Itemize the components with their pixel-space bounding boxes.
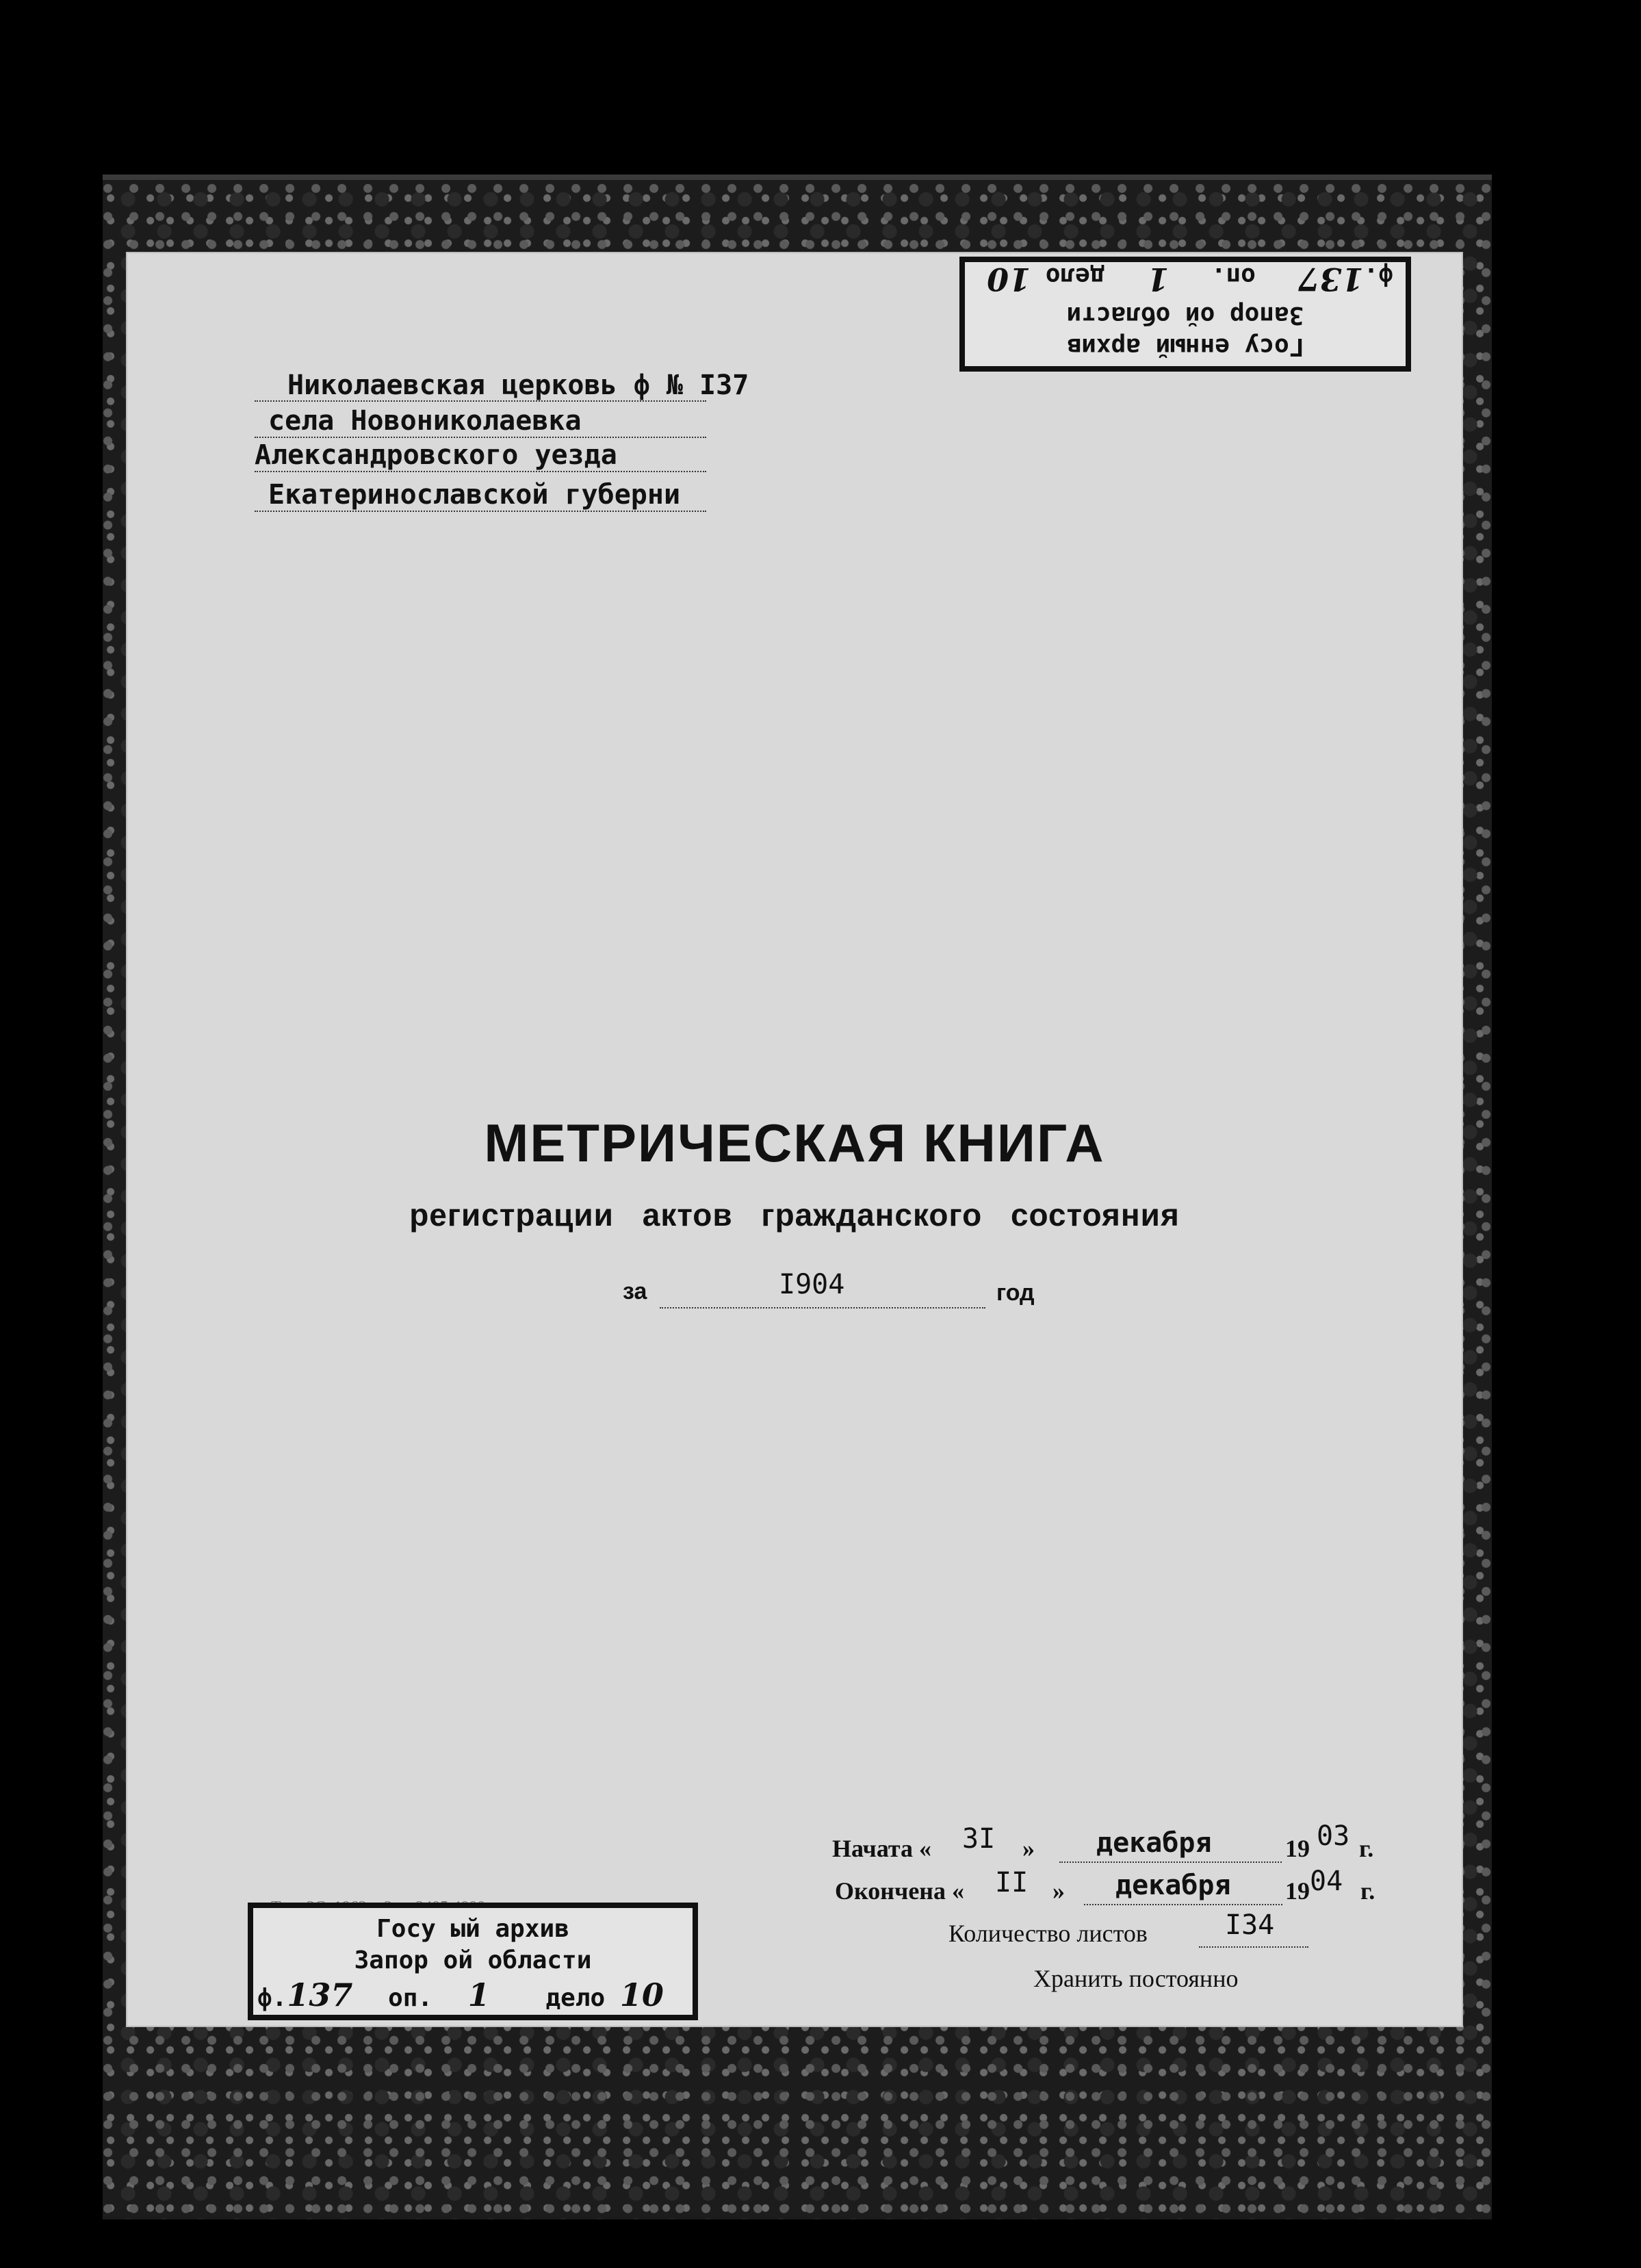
ended-month: декабря (1115, 1870, 1231, 1901)
stamp-bottom-line1: Госу ый архив (376, 1915, 569, 1943)
header-line-1: Николаевская церковь ф № I37 (287, 370, 749, 401)
ended-century: 19 (1285, 1877, 1310, 1905)
year-suffix: год (996, 1280, 1035, 1306)
started-month: декабря (1096, 1827, 1212, 1859)
stamp-bottom-op: 1 (467, 1976, 490, 2013)
header-line-2: села Новониколаевка (268, 405, 582, 437)
stamp-top-line1: Госу енный архив (1066, 333, 1304, 361)
header-line-3: Александровского уезда (255, 439, 617, 471)
archive-stamp-top (959, 257, 1411, 372)
header-underline-3 (255, 471, 706, 472)
stamp-top-fond: 137 (1297, 261, 1364, 298)
stamp-top-delo-label: дело (1045, 262, 1105, 290)
stamp-bottom-delo-label: дело (545, 1984, 606, 2012)
stamp-bottom-line2: Запор ой области (354, 1946, 592, 1974)
stamp-bottom-delo: 10 (619, 1976, 664, 2013)
archive-stamp-bottom (248, 1903, 698, 2020)
ended-close: » (1052, 1877, 1065, 1905)
stamp-top-delo: 10 (987, 261, 1031, 298)
year-value: I904 (779, 1269, 845, 1300)
stamp-top-op: 1 (1147, 261, 1170, 298)
started-month-underline (1059, 1861, 1282, 1863)
stamp-top-fond-label: ф. (1363, 262, 1393, 290)
document-sheet (127, 253, 1462, 2026)
header-underline-1 (255, 400, 706, 402)
ended-month-underline (1084, 1904, 1282, 1905)
started-yy: 03 (1317, 1820, 1350, 1852)
stamp-top-line2: Запор ой области (1066, 301, 1304, 329)
started-g: г. (1359, 1835, 1374, 1862)
document-title: МЕТРИЧЕСКАЯ КНИГА (484, 1113, 1105, 1173)
stamp-top-line3 (965, 261, 1406, 298)
started-close: » (1022, 1835, 1035, 1862)
ended-yy: 04 (1310, 1866, 1343, 1897)
started-day: 3I (962, 1823, 996, 1855)
started-label: Начата « (832, 1835, 932, 1862)
ended-g: г. (1360, 1877, 1375, 1905)
header-line-4: Екатеринославской губерни (268, 479, 681, 511)
ended-day: II (995, 1867, 1029, 1898)
year-prefix: за (623, 1278, 647, 1304)
stamp-bottom-fond-label: ф. (257, 1984, 287, 2012)
stamp-bottom-op-label: оп. (388, 1984, 433, 2012)
sheets-value: I34 (1225, 1909, 1275, 1941)
ended-label: Окончена « (835, 1877, 965, 1905)
sheets-label: Количество листов (948, 1920, 1148, 1947)
header-underline-4 (255, 511, 706, 512)
stamp-top-op-label: оп. (1211, 262, 1256, 290)
document-subtitle: регистрации актов гражданского состояния (409, 1197, 1180, 1233)
stamp-bottom-line3 (253, 1976, 693, 2013)
stamp-bottom-fond: 137 (287, 1976, 353, 2013)
year-underline (660, 1307, 985, 1309)
started-century: 19 (1285, 1835, 1310, 1862)
header-underline-2 (255, 437, 706, 438)
keep-note: Хранить постоянно (1033, 1965, 1239, 1992)
sheets-underline (1199, 1946, 1308, 1948)
